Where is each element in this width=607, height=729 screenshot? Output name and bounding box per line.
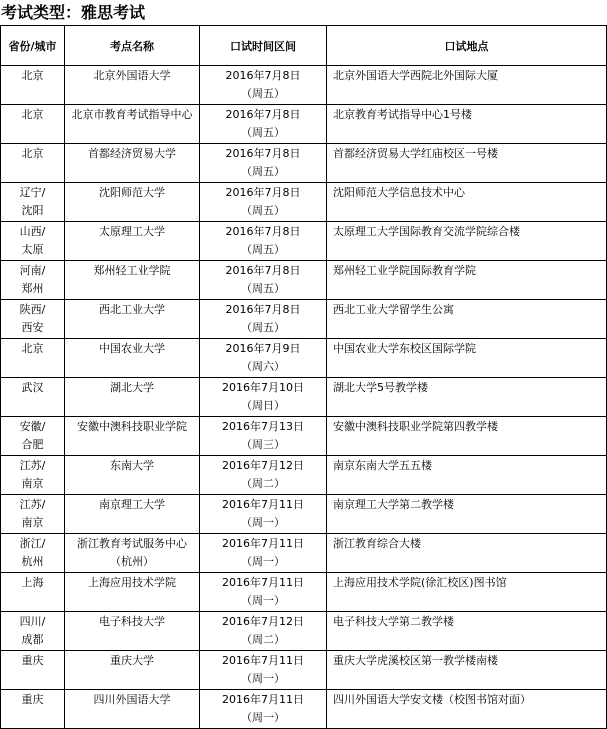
city-cell-line: 北京	[21, 108, 44, 121]
oral-time-cell	[200, 105, 327, 144]
center-name-cell	[65, 612, 200, 651]
oral-time-cell-line: （周五）	[241, 204, 285, 217]
city-cell-line: 南京	[21, 477, 44, 490]
center-name-cell-line: 北京市教育考试指导中心	[71, 108, 193, 121]
oral-address-cell	[327, 651, 607, 690]
oral-address-cell	[327, 495, 607, 534]
center-name-cell-line: 西北工业大学	[99, 303, 165, 316]
table-row	[1, 222, 607, 261]
city-cell	[1, 300, 65, 339]
city-cell-line: 上海	[21, 576, 44, 589]
city-cell-line: 四川/	[19, 615, 46, 628]
center-name-cell-line: 南京理工大学	[99, 498, 165, 511]
center-name-cell	[65, 339, 200, 378]
table-row	[1, 612, 607, 651]
oral-time-cell-line: （周日）	[241, 399, 285, 412]
city-cell-line: 北京	[21, 69, 44, 82]
center-name-cell-line: 沈阳师范大学	[99, 186, 165, 199]
city-cell	[1, 66, 65, 105]
city-cell-line: 浙江/	[19, 537, 46, 550]
center-name-cell	[65, 573, 200, 612]
oral-address-cell-line: 重庆大学虎溪校区第一教学楼南楼	[333, 654, 498, 667]
oral-time-cell-line: （周一）	[241, 672, 285, 685]
oral-time-cell-line: （周五）	[241, 126, 285, 139]
center-name-cell-line: 中国农业大学	[99, 342, 165, 355]
center-name-cell	[65, 222, 200, 261]
city-cell	[1, 612, 65, 651]
oral-address-cell-line: 北京教育考试指导中心1号楼	[333, 108, 472, 121]
center-name-cell-line: 四川外国语大学	[93, 693, 171, 706]
city-cell	[1, 456, 65, 495]
city-cell	[1, 183, 65, 222]
table-row	[1, 339, 607, 378]
oral-time-cell	[200, 183, 327, 222]
header-center-name: 考点名称	[65, 26, 200, 66]
center-name-cell-line: 电子科技大学	[99, 615, 165, 628]
oral-address-cell	[327, 417, 607, 456]
oral-address-cell-line: 太原理工大学国际教育交流学院综合楼	[333, 225, 520, 238]
oral-address-cell-line: 浙江教育综合大楼	[333, 537, 421, 550]
oral-address-cell-line: 北京外国语大学西院北外国际大厦	[333, 69, 498, 82]
city-cell-line: 辽宁/	[19, 186, 46, 199]
center-name-cell	[65, 144, 200, 183]
oral-time-cell	[200, 495, 327, 534]
oral-time-cell-line: （周五）	[241, 282, 285, 295]
oral-time-cell-line: 2016年7月13日	[222, 420, 304, 433]
table-row	[1, 378, 607, 417]
oral-address-cell-line: 上海应用技术学院(徐汇校区)图书馆	[333, 576, 507, 589]
center-name-cell-line: 首都经济贸易大学	[88, 147, 176, 160]
oral-time-cell-line: 2016年7月11日	[222, 693, 304, 706]
oral-time-cell-line: 2016年7月10日	[222, 381, 304, 394]
city-cell	[1, 261, 65, 300]
oral-time-cell	[200, 534, 327, 573]
center-name-cell	[65, 456, 200, 495]
oral-address-cell-line: 南京理工大学第二教学楼	[333, 498, 454, 511]
oral-time-cell	[200, 222, 327, 261]
center-name-cell	[65, 417, 200, 456]
table-header-row	[1, 26, 607, 66]
city-cell-line: 沈阳	[21, 204, 44, 217]
oral-time-cell-line: 2016年7月8日	[225, 69, 301, 82]
table-row	[1, 690, 607, 729]
oral-time-cell-line: 2016年7月11日	[222, 576, 304, 589]
oral-time-cell	[200, 300, 327, 339]
oral-address-cell	[327, 144, 607, 183]
oral-time-cell-line: 2016年7月8日	[225, 303, 301, 316]
table-row	[1, 105, 607, 144]
city-cell-line: 山西/	[19, 225, 46, 238]
oral-address-cell	[327, 456, 607, 495]
oral-address-cell	[327, 183, 607, 222]
center-name-cell	[65, 534, 200, 573]
city-cell-line: 西安	[21, 321, 44, 334]
center-name-cell	[65, 495, 200, 534]
city-cell	[1, 105, 65, 144]
oral-time-cell	[200, 144, 327, 183]
city-cell	[1, 651, 65, 690]
city-cell-line: 成都	[21, 633, 44, 646]
city-cell	[1, 573, 65, 612]
table-row	[1, 183, 607, 222]
oral-time-cell-line: 2016年7月12日	[222, 615, 304, 628]
city-cell	[1, 339, 65, 378]
center-name-cell-line: 东南大学	[110, 459, 154, 472]
city-cell-line: 武汉	[21, 381, 44, 394]
oral-address-cell	[327, 534, 607, 573]
city-cell-line: 河南/	[19, 264, 46, 277]
center-name-cell-line: 郑州轻工业学院	[93, 264, 171, 277]
table-row	[1, 651, 607, 690]
oral-address-cell-line: 首都经济贸易大学红庙校区一号楼	[333, 147, 498, 160]
city-cell-line: 合肥	[21, 438, 44, 451]
oral-address-cell	[327, 300, 607, 339]
center-name-cell	[65, 66, 200, 105]
oral-time-cell-line: 2016年7月12日	[222, 459, 304, 472]
center-name-cell-line: 太原理工大学	[99, 225, 165, 238]
oral-address-cell-line: 西北工业大学留学生公寓	[333, 303, 454, 316]
oral-time-cell-line: （周三）	[241, 438, 285, 451]
oral-address-cell	[327, 222, 607, 261]
oral-address-cell-line: 电子科技大学第二教学楼	[333, 615, 454, 628]
city-cell-line: 杭州	[21, 555, 44, 568]
oral-address-cell	[327, 66, 607, 105]
oral-address-cell	[327, 378, 607, 417]
oral-time-cell-line: （周一）	[241, 594, 285, 607]
oral-time-cell	[200, 417, 327, 456]
oral-time-cell-line: 2016年7月8日	[225, 108, 301, 121]
center-name-cell	[65, 261, 200, 300]
header-oral-time: 口试时间区间	[200, 26, 327, 66]
oral-address-cell	[327, 339, 607, 378]
page-title: 考试类型：雅思考试	[1, 3, 146, 22]
oral-address-cell	[327, 690, 607, 729]
oral-time-cell	[200, 612, 327, 651]
city-cell-line: 重庆	[21, 654, 44, 667]
city-cell	[1, 378, 65, 417]
table-body	[1, 66, 607, 729]
city-cell	[1, 144, 65, 183]
oral-time-cell	[200, 339, 327, 378]
oral-time-cell-line: （周五）	[241, 87, 285, 100]
table-row	[1, 300, 607, 339]
oral-address-cell-line: 湖北大学5号教学楼	[333, 381, 428, 394]
oral-time-cell-line: 2016年7月11日	[222, 654, 304, 667]
oral-time-cell	[200, 651, 327, 690]
city-cell-line: 安徽/	[19, 420, 46, 433]
header-oral-address: 口试地点	[327, 26, 607, 66]
oral-time-cell-line: 2016年7月11日	[222, 537, 304, 550]
oral-address-cell-line: 沈阳师范大学信息技术中心	[333, 186, 465, 199]
oral-time-cell	[200, 66, 327, 105]
header-city: 省份/城市	[1, 26, 65, 66]
oral-time-cell-line: （周二）	[241, 477, 285, 490]
oral-time-cell-line: （周五）	[241, 321, 285, 334]
oral-time-cell-line: （周五）	[241, 243, 285, 256]
oral-address-cell	[327, 261, 607, 300]
table-row	[1, 66, 607, 105]
oral-address-cell-line: 郑州轻工业学院国际教育学院	[333, 264, 476, 277]
oral-time-cell	[200, 261, 327, 300]
city-cell-line: 重庆	[21, 693, 44, 706]
oral-time-cell	[200, 690, 327, 729]
oral-address-cell	[327, 573, 607, 612]
center-name-cell-line: （杭州）	[110, 555, 154, 568]
table-row	[1, 144, 607, 183]
city-cell	[1, 495, 65, 534]
oral-address-cell	[327, 105, 607, 144]
center-name-cell-line: 北京外国语大学	[93, 69, 171, 82]
oral-time-cell	[200, 456, 327, 495]
oral-address-cell-line: 中国农业大学东校区国际学院	[333, 342, 476, 355]
center-name-cell-line: 重庆大学	[110, 654, 154, 667]
table-row	[1, 456, 607, 495]
oral-time-cell-line: 2016年7月8日	[225, 225, 301, 238]
oral-time-cell-line: 2016年7月8日	[225, 264, 301, 277]
table-row	[1, 534, 607, 573]
oral-time-cell-line: （周六）	[241, 360, 285, 373]
oral-time-cell-line: （周五）	[241, 165, 285, 178]
center-name-cell	[65, 378, 200, 417]
city-cell-line: 江苏/	[19, 498, 46, 511]
center-name-cell	[65, 105, 200, 144]
center-name-cell	[65, 651, 200, 690]
city-cell-line: 北京	[21, 147, 44, 160]
center-name-cell	[65, 300, 200, 339]
oral-time-cell-line: 2016年7月11日	[222, 498, 304, 511]
center-name-cell	[65, 690, 200, 729]
oral-address-cell-line: 安徽中澳科技职业学院第四教学楼	[333, 420, 498, 433]
oral-address-cell	[327, 612, 607, 651]
table-row	[1, 573, 607, 612]
oral-time-cell-line: （周一）	[241, 711, 285, 724]
center-name-cell	[65, 183, 200, 222]
city-cell-line: 郑州	[21, 282, 44, 295]
oral-time-cell-line: 2016年7月8日	[225, 186, 301, 199]
city-cell	[1, 417, 65, 456]
oral-time-cell-line: 2016年7月8日	[225, 147, 301, 160]
oral-time-cell-line: （周一）	[241, 555, 285, 568]
city-cell	[1, 534, 65, 573]
city-cell-line: 南京	[21, 516, 44, 529]
center-name-cell-line: 浙江教育考试服务中心	[77, 537, 187, 550]
city-cell-line: 北京	[21, 342, 44, 355]
oral-address-cell-line: 南京东南大学五五楼	[333, 459, 432, 472]
oral-time-cell-line: 2016年7月9日	[225, 342, 301, 355]
oral-time-cell-line: （周一）	[241, 516, 285, 529]
center-name-cell-line: 湖北大学	[110, 381, 154, 394]
city-cell-line: 江苏/	[19, 459, 46, 472]
oral-address-cell-line: 四川外国语大学安文楼（校图书馆对面）	[333, 693, 531, 706]
city-cell-line: 太原	[21, 243, 44, 256]
city-cell	[1, 690, 65, 729]
exam-center-table	[0, 25, 607, 729]
center-name-cell-line: 安徽中澳科技职业学院	[77, 420, 187, 433]
table-row	[1, 261, 607, 300]
table-row	[1, 495, 607, 534]
city-cell-line: 陕西/	[19, 303, 46, 316]
table-row	[1, 417, 607, 456]
oral-time-cell-line: （周二）	[241, 633, 285, 646]
oral-time-cell	[200, 378, 327, 417]
oral-time-cell	[200, 573, 327, 612]
city-cell	[1, 222, 65, 261]
center-name-cell-line: 上海应用技术学院	[88, 576, 176, 589]
